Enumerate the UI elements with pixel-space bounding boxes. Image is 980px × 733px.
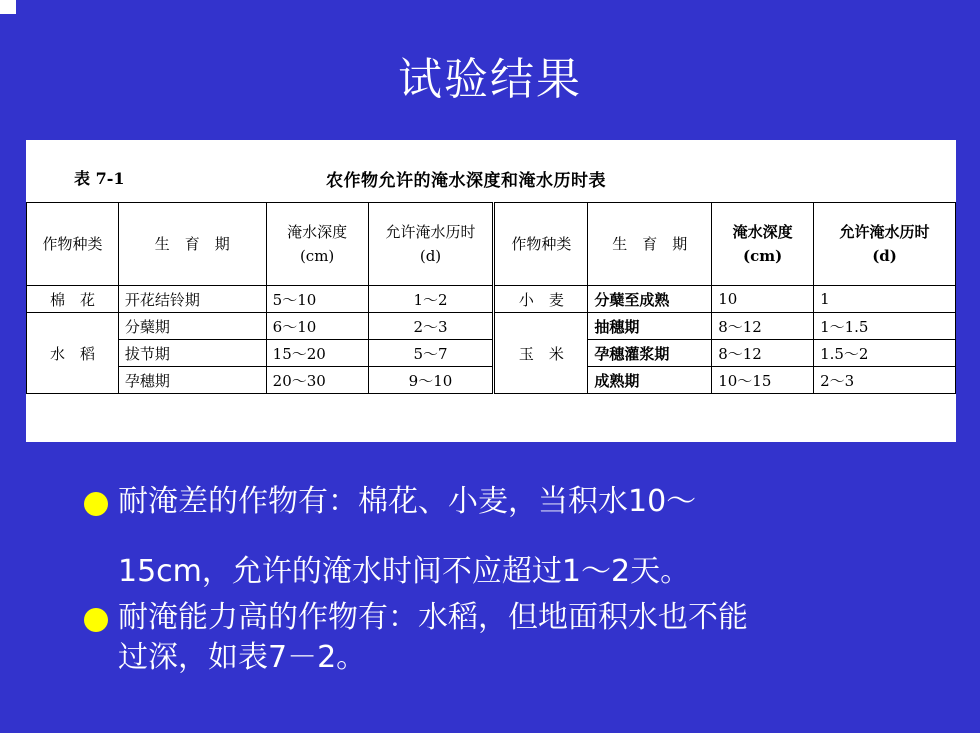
cell-duration-2: 2～3 xyxy=(814,367,956,394)
table-header xyxy=(27,203,956,286)
table-number: 表 7-1 xyxy=(74,169,125,188)
cell-stage: 孕穗期 xyxy=(118,367,266,394)
cell-depth: 6～10 xyxy=(266,313,368,340)
cell-duration: 1～2 xyxy=(368,286,494,313)
bullet-text: 耐淹差的作物有：棉花、小麦，当积水10～ xyxy=(118,484,697,519)
header-crop-2: 作物种类 xyxy=(494,203,588,286)
cell-stage: 拔节期 xyxy=(118,340,266,367)
bullet-dot-icon xyxy=(84,608,108,632)
cell-crop: 水 稻 xyxy=(27,313,119,394)
header-depth-2: 淹水深度 (cm) xyxy=(712,203,814,286)
cell-depth: 15～20 xyxy=(266,340,368,367)
cell-duration-2: 1 xyxy=(814,286,956,313)
cell-stage: 分蘖期 xyxy=(118,313,266,340)
table-row xyxy=(27,286,956,313)
cell-duration: 9～10 xyxy=(368,367,494,394)
cell-stage-2: 分蘖至成熟 xyxy=(588,286,712,313)
cell-duration-2: 1.5～2 xyxy=(814,340,956,367)
cell-crop-2: 小 麦 xyxy=(494,286,588,313)
cell-stage: 开花结铃期 xyxy=(118,286,266,313)
cell-crop: 棉 花 xyxy=(27,286,119,313)
table-row xyxy=(27,340,956,367)
cell-duration: 5～7 xyxy=(368,340,494,367)
bullet-continuation xyxy=(86,638,946,678)
cell-crop-2: 玉 米 xyxy=(494,313,588,394)
cell-stage-2: 成熟期 xyxy=(588,367,712,394)
cell-depth: 5～10 xyxy=(266,286,368,313)
header-duration-2: 允许淹水历时 (d) xyxy=(814,203,956,286)
header-depth: 淹水深度 (cm) xyxy=(266,203,368,286)
bullet-text: 15cm，允许的淹水时间不应超过1～2天。 xyxy=(118,554,691,589)
cell-stage-2: 抽穗期 xyxy=(588,313,712,340)
bullet-list xyxy=(86,482,946,678)
cell-depth-2: 8～12 xyxy=(712,313,814,340)
table-row xyxy=(27,313,956,340)
bullet-item xyxy=(86,598,946,638)
cell-depth-2: 10 xyxy=(712,286,814,313)
header-stage: 生 育 期 xyxy=(118,203,266,286)
cell-depth: 20～30 xyxy=(266,367,368,394)
table-header-row xyxy=(26,166,956,196)
bullet-item xyxy=(86,482,946,522)
bullet-continuation xyxy=(86,552,946,592)
cell-depth-2: 8～12 xyxy=(712,340,814,367)
crop-flooding-table xyxy=(26,202,956,394)
bullet-dot-icon xyxy=(84,492,108,516)
table-image-panel xyxy=(26,140,956,442)
cell-duration: 2～3 xyxy=(368,313,494,340)
bullet-text: 耐淹能力高的作物有：水稻，但地面积水也不能 xyxy=(118,600,748,635)
table-caption: 农作物允许的淹水深度和淹水历时表 xyxy=(326,171,606,191)
corner-mark xyxy=(0,0,16,14)
cell-duration-2: 1～1.5 xyxy=(814,313,956,340)
cell-stage-2: 孕穗灌浆期 xyxy=(588,340,712,367)
header-crop: 作物种类 xyxy=(27,203,119,286)
slide-title: 试验结果 xyxy=(398,54,582,105)
cell-depth-2: 10～15 xyxy=(712,367,814,394)
bullet-text: 过深，如表7－2。 xyxy=(118,640,367,675)
table-row xyxy=(27,367,956,394)
header-stage-2: 生 育 期 xyxy=(588,203,712,286)
header-duration: 允许淹水历时 (d) xyxy=(368,203,494,286)
